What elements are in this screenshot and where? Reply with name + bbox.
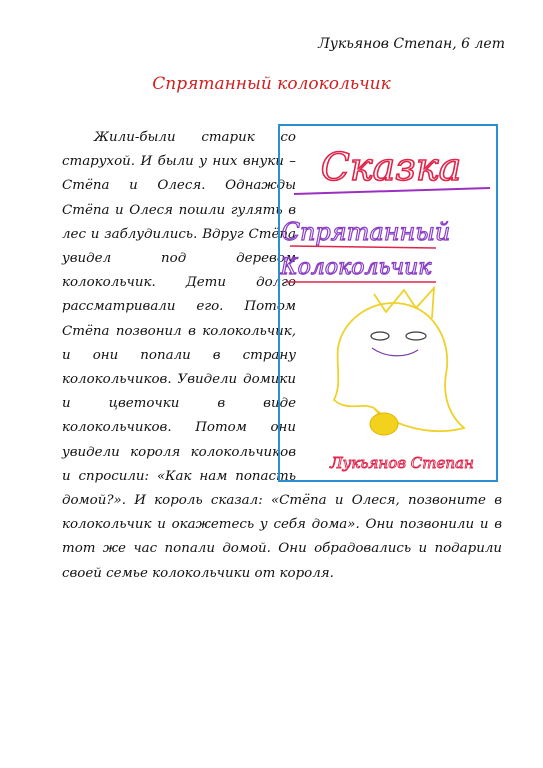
author-line: Лукьянов Степан, 6 лет	[318, 36, 505, 52]
cover-subtitle-2: Колокольчик	[280, 255, 432, 280]
cover-signature: Лукьянов Степан	[330, 454, 474, 472]
bell-face	[371, 332, 426, 356]
bell-tongue	[370, 413, 398, 435]
story-title: Спрятанный колокольчик	[152, 74, 391, 94]
story-paragraph: Жили-были старик со старухой. И были у них внуки – Стёпа и Олеся. Однажды Стёпа и Олеся пошли гулять в лес и заблудились. Вдруг Стёпа увидел под деревом колокольчик. Дети долго рассматривали его. Потом Стёпа позвонил в колокольчик, и они попали в страну колокольчиков. Увидели домики и цветочки в виде колокольчиков. Потом они увидели короля колокольчиков и спросили: «Как нам попасть домой?». И король сказал: «Стёпа и Олеся, позвоните в колокольчик и окажетесь у себя дома». Они позвонили и в тот же час попали домой. Они обрадовались и подарили своей семье колокольчики от короля.	[62, 130, 502, 581]
subtitle-underline-1	[290, 246, 436, 248]
bell-drawing	[334, 288, 464, 431]
cover-illustration	[276, 122, 501, 484]
cover-heading: Сказка	[320, 145, 462, 189]
cover-subtitle-1: Спрятанный	[281, 218, 451, 246]
